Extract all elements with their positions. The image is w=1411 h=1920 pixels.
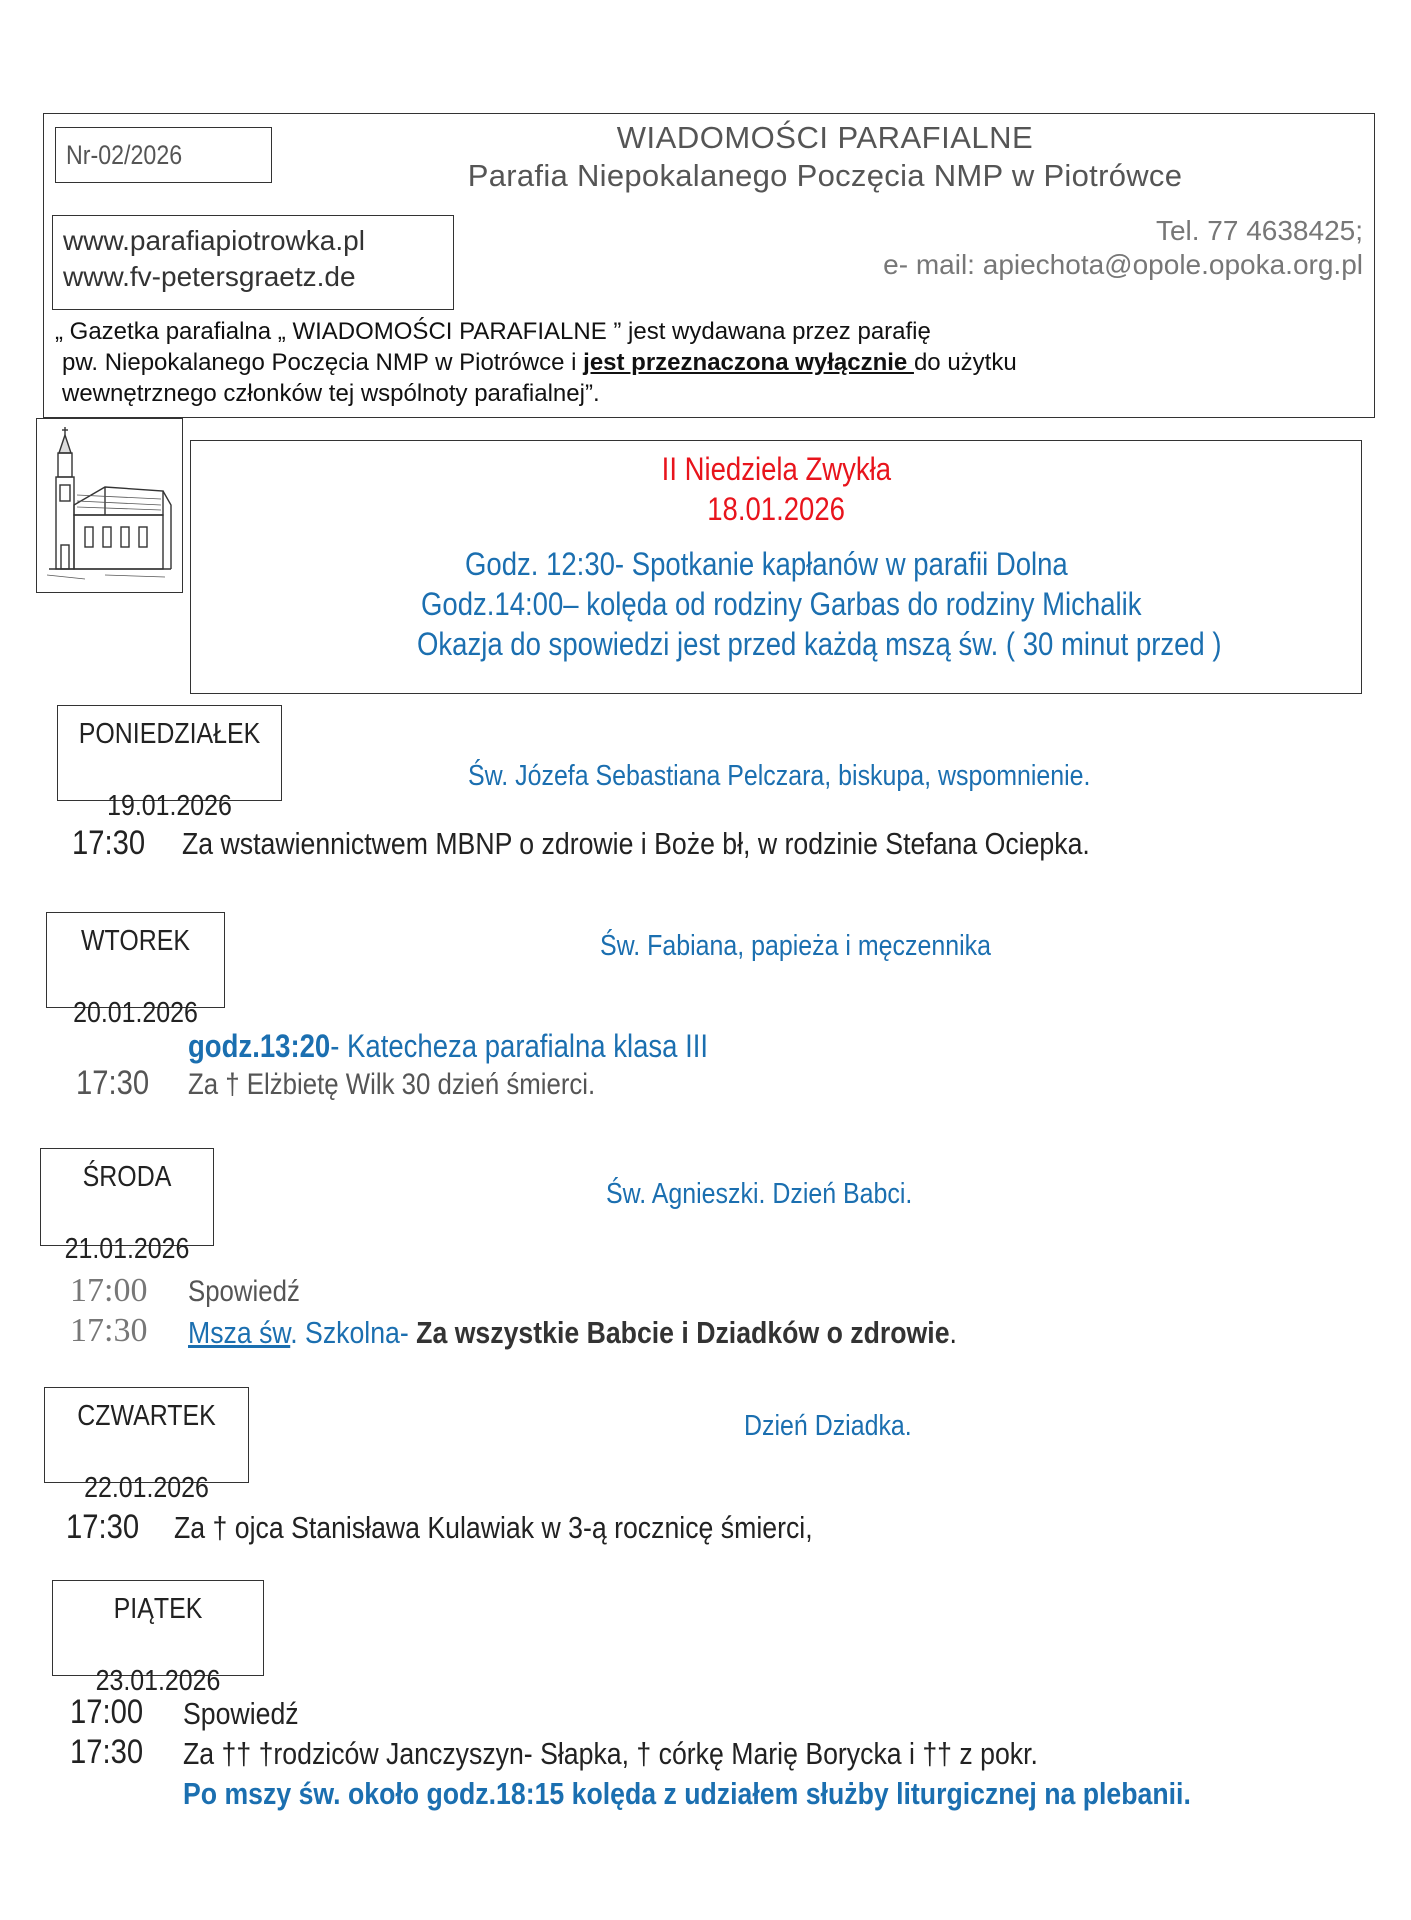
mass-time: 17:30	[72, 824, 146, 862]
mass-intention: Za † ojca Stanisława Kulawiak w 3-ą rocznicę śmierci,	[174, 1510, 813, 1545]
day-box-tuesday	[46, 912, 225, 1029]
sunday-announcement-1: Godz. 12:30- Spotkanie kapłanów w parafii Dolna	[465, 546, 1068, 582]
mass-intention: Za † Elżbietę Wilk 30 dzień śmierci.	[188, 1068, 596, 1101]
sunday-title: II Niedziela Zwykła	[661, 451, 891, 487]
church-icon	[45, 425, 175, 585]
notice	[55, 316, 1017, 409]
sunday-date: 18.01.2026	[707, 491, 845, 527]
confession-time: 17:00	[70, 1272, 148, 1309]
day-box-thursday	[44, 1387, 249, 1504]
catechesis-text: - Katecheza parafialna klasa III	[330, 1028, 709, 1064]
day-date: 23.01.2026	[95, 1665, 221, 1697]
mass-intention: Za wstawiennictwem MBNP o zdrowie i Boże bł, w rodzinie Stefana Ociepka.	[182, 826, 1090, 861]
day-name: WTOREK	[80, 925, 191, 957]
friday-note: Po mszy św. około godz.18:15 kolęda z udziałem służby liturgicznej na plebanii.	[183, 1776, 1191, 1811]
church-image-frame	[36, 418, 183, 593]
mass-time: 17:30	[66, 1508, 140, 1546]
notice-line-1: „ Gazetka parafialna „ WIADOMOŚCI PARAFIALNE ” jest wydawana przez parafię	[55, 318, 931, 345]
mass-time: 17:30	[70, 1733, 144, 1771]
day-box-wednesday	[40, 1148, 214, 1265]
sunday-announcement-2: Godz.14:00– kolęda od rodziny Garbas do rodziny Michalik	[421, 586, 1142, 622]
mass-intention: Za wszystkie Babcie i Dziadków o zdrowie	[416, 1315, 950, 1350]
day-date: 19.01.2026	[107, 790, 232, 822]
website-link-parish[interactable]: www.parafiapiotrowka.pl	[63, 225, 365, 256]
page-title: WIADOMOŚCI PARAFIALNE	[616, 120, 1034, 155]
mass-type: . Szkolna-	[290, 1315, 417, 1350]
websites-box	[52, 215, 454, 310]
sunday-announcement-3: Okazja do spowiedzi jest przed każdą mszą św. ( 30 minut przed )	[417, 626, 1222, 662]
day-date: 20.01.2026	[73, 997, 198, 1029]
email[interactable]: e- mail: apiechota@opole.opoka.org.pl	[883, 249, 1363, 280]
mass-intention-end: .	[949, 1315, 957, 1350]
parish-name: Parafia Niepokalanego Poczęcia NMP w Piotrówce	[467, 158, 1183, 193]
catechesis-time: godz.13:20	[188, 1028, 331, 1064]
notice-line-2-end: do użytku	[913, 349, 1017, 376]
feast-thursday: Dzień Dziadka.	[744, 1410, 912, 1442]
day-name: PIĄTEK	[113, 1593, 203, 1625]
issue-number-box	[55, 127, 272, 183]
sunday-box	[190, 440, 1362, 694]
feast-tuesday: Św. Fabiana, papieża i męczennika	[600, 930, 991, 962]
mass-link[interactable]: Msza św	[188, 1315, 291, 1350]
confession-label: Spowiedź	[183, 1696, 299, 1731]
day-name: PONIEDZIAŁEK	[78, 718, 261, 750]
mass-intention: Za †† †rodziców Janczyszyn- Słapka, † córkę Marię Borycka i †† z pokr.	[183, 1736, 1038, 1771]
day-name: CZWARTEK	[77, 1400, 216, 1432]
feast-wednesday: Św. Agnieszki. Dzień Babci.	[606, 1178, 913, 1210]
website-link-fv[interactable]: www.fv-petersgraetz.de	[63, 261, 356, 292]
notice-line-2	[55, 347, 1017, 378]
day-box-friday	[52, 1580, 264, 1697]
notice-emphasis: jest przeznaczona wyłącznie	[583, 349, 914, 376]
notice-line-3: wewnętrznego członków tej wspólnoty parafialnej”.	[62, 380, 600, 407]
feast-monday: Św. Józefa Sebastiana Pelczara, biskupa, wspomnienie.	[468, 760, 1091, 792]
confession-label: Spowiedź	[188, 1275, 300, 1308]
confession-time: 17:00	[70, 1693, 144, 1731]
phone: Tel. 77 4638425;	[1155, 215, 1363, 246]
issue-number: Nr-02/2026	[66, 140, 183, 170]
day-date: 22.01.2026	[84, 1472, 209, 1504]
mass-time: 17:30	[70, 1312, 148, 1349]
day-box-monday	[57, 705, 282, 822]
day-date: 21.01.2026	[64, 1233, 190, 1265]
mass-time: 17:30	[76, 1064, 150, 1102]
notice-line-2-start: pw. Niepokalanego Poczęcia NMP w Piotrówce i	[62, 349, 584, 376]
day-name: ŚRODA	[82, 1161, 172, 1193]
